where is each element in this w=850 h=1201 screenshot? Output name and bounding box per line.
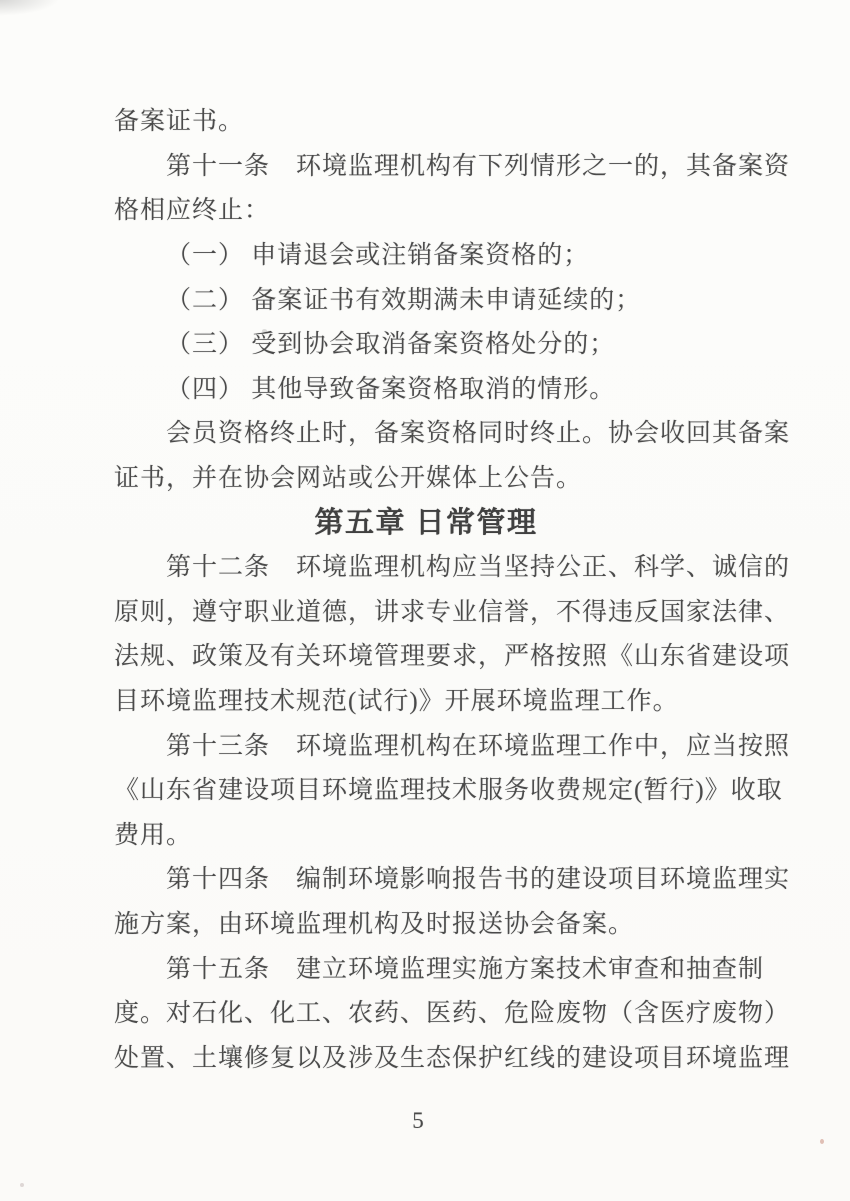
article-15-line: 第十五条 建立环境监理实施方案技术审查和抽查制 [166, 955, 765, 983]
scan-speck [20, 1183, 24, 1187]
paragraph-line: 施方案，由环境监理机构及时报送协会备案。 [114, 910, 635, 938]
list-item-2: （二） 备案证书有效期满未申请延续的； [166, 286, 642, 314]
paragraph-line: 证书，并在协会网站或公开媒体上公告。 [114, 465, 583, 493]
list-item-3: （三） 受到协会取消备案资格处分的； [166, 331, 616, 359]
list-item-1: （一） 申请退会或注销备案资格的； [166, 242, 590, 270]
list-item-4: （四） 其他导致备案资格取消的情形。 [166, 375, 616, 403]
paragraph-line: 度。对石化、化工、农药、医药、危险废物（含医疗废物） [114, 1000, 791, 1028]
paragraph-line: 处置、土壤修复以及涉及生态保护红线的建设项目环境监理 [114, 1044, 791, 1072]
chapter-heading: 第五章 日常管理 [314, 507, 538, 540]
article-12-line: 第十二条 环境监理机构应当坚持公正、科学、诚信的 [166, 554, 791, 582]
article-13-line: 第十三条 环境监理机构在环境监理工作中，应当按照 [166, 732, 791, 760]
scan-speck [820, 1139, 824, 1144]
document-body [114, 97, 791, 1078]
paragraph-line: 《山东省建设项目环境监理技术服务收费规定(暂行)》收取 [114, 777, 783, 805]
paragraph-line: 法规、政策及有关环境管理要求，严格按照《山东省建设项 [114, 643, 791, 671]
article-11-line: 第十一条 环境监理机构有下列情形之一的，其备案资 [166, 152, 791, 180]
article-14-line: 第十四条 编制环境影响报告书的建设项目环境监理实 [166, 866, 791, 894]
paragraph-line: 费用。 [114, 821, 193, 849]
paragraph-line: 目环境监理技术规范(试行)》开展环境监理工作。 [114, 688, 679, 716]
scan-smudge [0, 0, 60, 16]
text-line: 格相应终止： [114, 197, 271, 225]
paragraph-line: 原则，遵守职业道德，讲求专业信誉，不得违反国家法律、 [114, 598, 791, 626]
text-line: 备案证书。 [114, 108, 245, 136]
paragraph-line: 会员资格终止时，备案资格同时终止。协会收回其备案 [166, 420, 791, 448]
page-number: 5 [412, 1108, 424, 1133]
